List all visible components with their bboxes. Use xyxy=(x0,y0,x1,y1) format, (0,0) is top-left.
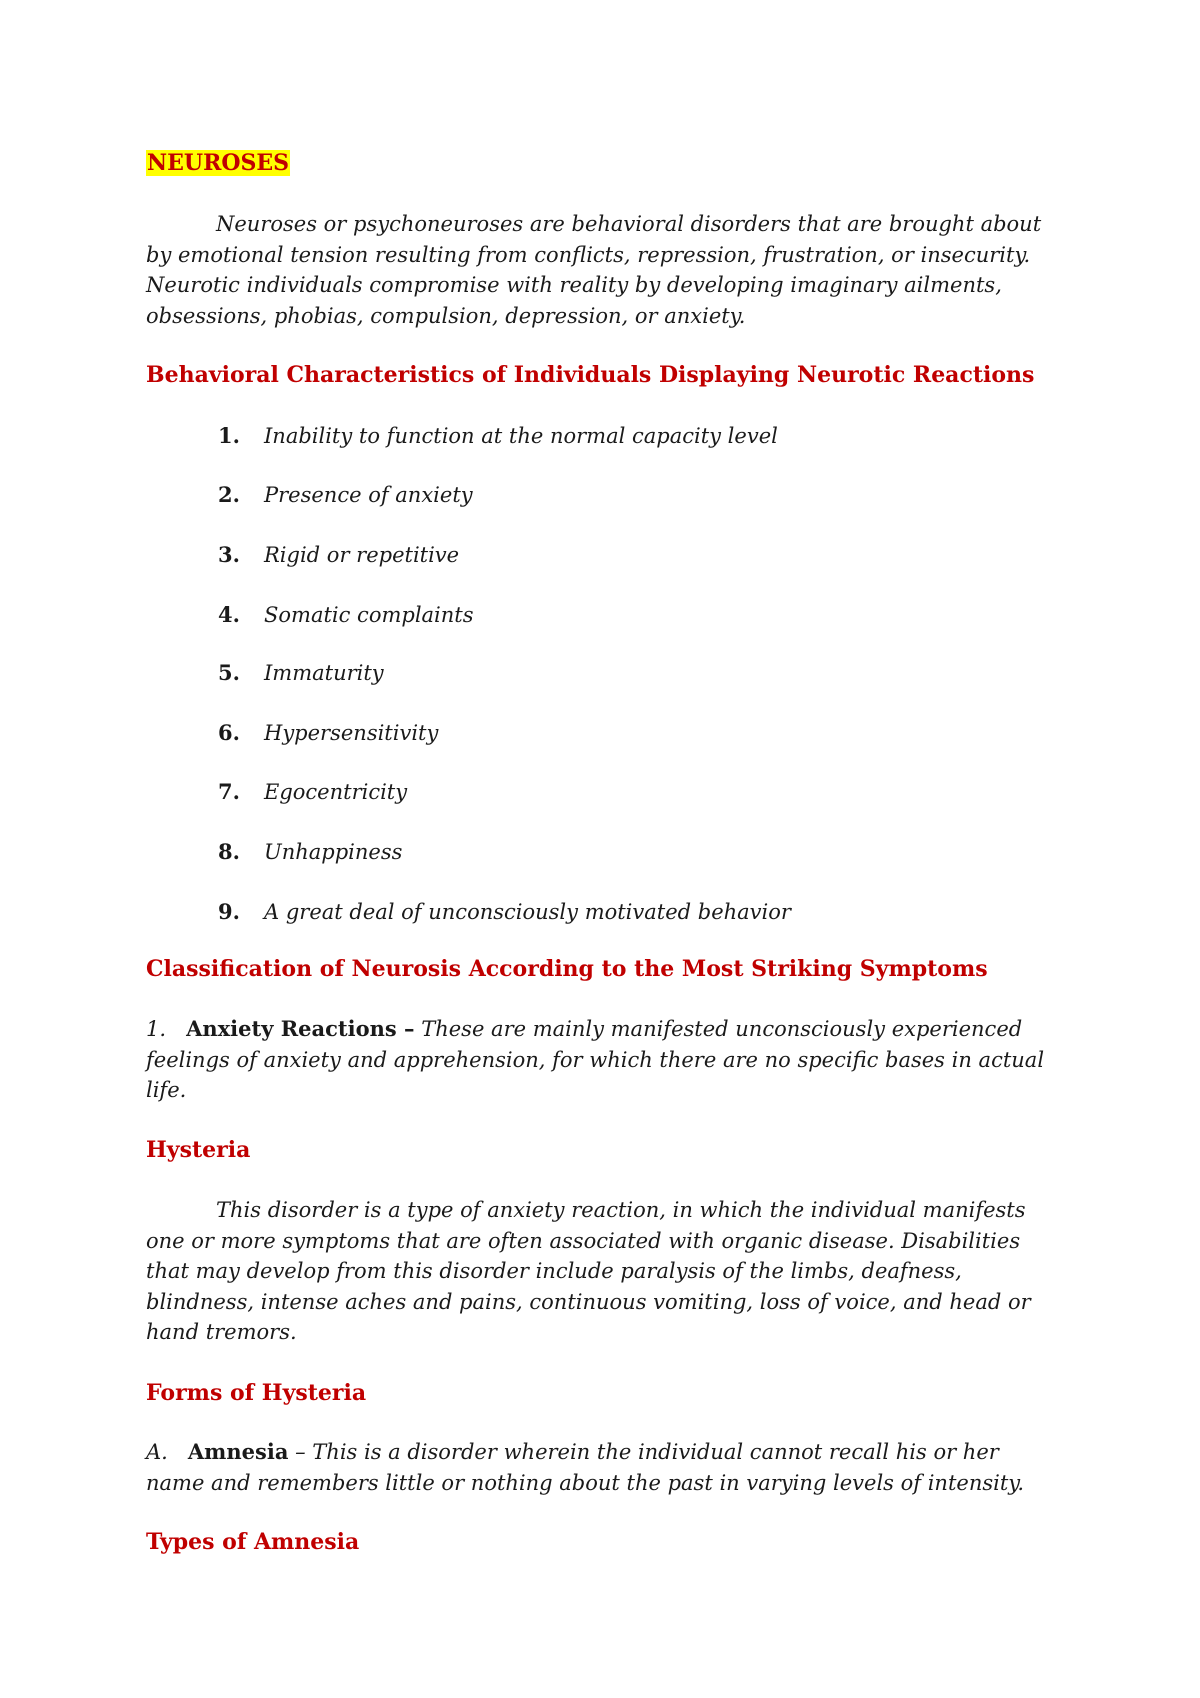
list-item xyxy=(218,777,407,807)
list-text: Hypersensitivity xyxy=(264,721,439,745)
heading-types-of-amnesia: Types of Amnesia xyxy=(146,1529,360,1555)
list-text: Inability to function at the normal capacity level xyxy=(264,424,778,448)
amnesia-item: A. Amnesia – This is a disorder wherein the individual cannot recall his or her name and remembers little or nothing about the past in varying levels of intensity. xyxy=(146,1439,1025,1495)
list-text: Unhappiness xyxy=(264,840,403,864)
list-item xyxy=(218,540,459,570)
list-number: 4. xyxy=(218,602,240,627)
list-number: 9. xyxy=(218,899,240,924)
list-number: 5. xyxy=(218,660,240,685)
list-text: Immaturity xyxy=(264,661,384,685)
list-item xyxy=(218,837,402,867)
heading-classification: Classification of Neurosis According to the Most Striking Symptoms xyxy=(146,956,988,982)
list-number: 1. xyxy=(218,423,240,448)
list-number: 7. xyxy=(218,779,240,804)
list-item xyxy=(218,480,473,510)
heading-hysteria: Hysteria xyxy=(146,1137,251,1163)
list-item xyxy=(218,600,474,630)
list-text: Presence of anxiety xyxy=(264,483,473,507)
document-title: NEUROSES xyxy=(147,150,290,176)
list-number: 3. xyxy=(218,542,240,567)
list-text: Egocentricity xyxy=(264,780,408,804)
heading-behavioral: Behavioral Characteristics of Individuals Displaying Neurotic Reactions xyxy=(146,362,1035,388)
heading-forms-of-hysteria: Forms of Hysteria xyxy=(146,1380,367,1406)
list-item xyxy=(218,897,791,927)
intro-paragraph: Neuroses or psychoneuroses are behavioral disorders that are brought about by emotional tension resulting from conflicts, repression, frustration, or insecurity. Neurotic individuals compromise with reality by developing imaginary ailments, obsessions, phobias, compulsion, depression, or anxiety. xyxy=(146,212,1042,328)
list-item xyxy=(218,718,438,748)
hysteria-paragraph: This disorder is a type of anxiety reaction, in which the individual manifests one or more symptoms that are often associated with organic disease. Disabilities that may develop from this disorder include paralysis of the limbs, deafness, blindness, intense aches and pains, continuous vomiting, loss of voice, and head or hand tremors. xyxy=(146,1198,1031,1344)
anxiety-reactions-item: 1. Anxiety Reactions – These are mainly manifested unconsciously experienced feelings of anxiety and apprehension, for which there are no specific bases in actual life. xyxy=(146,1016,1045,1102)
list-item xyxy=(218,421,778,451)
list-text: A great deal of unconsciously motivated behavior xyxy=(264,900,791,924)
list-text: Rigid or repetitive xyxy=(264,543,460,567)
list-text: Somatic complaints xyxy=(264,603,474,627)
list-number: 2. xyxy=(218,482,240,507)
list-item xyxy=(218,658,384,688)
list-number: 8. xyxy=(218,839,240,864)
list-number: 6. xyxy=(218,720,240,745)
